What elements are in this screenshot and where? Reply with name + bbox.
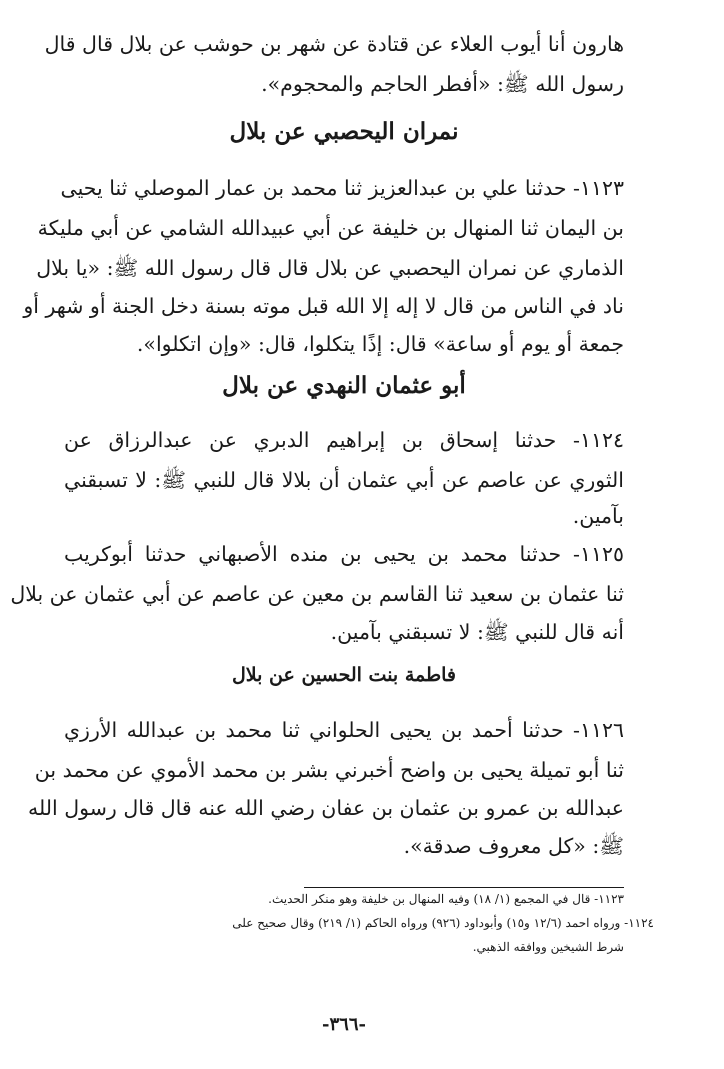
hadith-1126-line-2: ثنا أبو تميلة يحيى بن واضح أخبرني بشر بن محمد الأموي عن محمد بن: [34, 758, 624, 782]
hadith-1125-line-3: أنه قال للنبي ﷺ: لا تسبقني بآمين.: [330, 620, 624, 644]
footnote-separator: [304, 887, 624, 888]
hadith-1123-line-5: جمعة أو يوم أو ساعة» قال: إذًا يتكلوا، قال: «وإن اتكلوا».: [136, 332, 624, 356]
hadith-1125-line-2: ثنا عثمان بن سعيد ثنا القاسم بن معين عن عاصم عن أبي عثمان عن بلال: [10, 582, 624, 606]
hadith-1123-line-1: ١١٢٣- حدثنا علي بن عبدالعزيز ثنا محمد بن عمار الموصلي ثنا يحيى: [60, 176, 624, 200]
footnote-1124-line-1: ١١٢٤- ورواه احمد (١٢/٦ و١٥) وأبوداود (٩٢٦) ورواه الحاكم (١/ ٢١٩) وقال صحيح على: [232, 916, 654, 930]
section-heading-nimran: نمران اليحصبي عن بلال: [229, 118, 459, 145]
section-heading-fatima: فاطمة بنت الحسين عن بلال: [231, 664, 456, 686]
text-block: [10, 0, 654, 1069]
hadith-1123-line-4: ناد في الناس من قال لا إله إلا الله قبل موته بسنة دخل الجنة أو شهر أو: [23, 294, 624, 318]
hadith-1124-line-1: ١١٢٤- حدثنا إسحاق بن إبراهيم الدبري عن عبدالرزاق عن: [64, 428, 624, 452]
hadith-1126-line-3: عبدالله بن عمرو بن عثمان بن عفان رضي الله عنه قال قال رسول الله: [28, 796, 624, 820]
hadith-1123-line-2: بن اليمان ثنا المنهال بن خليفة عن أبي عبيدالله الشامي عن أبي مليكة: [37, 216, 624, 240]
hadith-1124-line-2: الثوري عن عاصم عن أبي عثمان أن بلالا قال للنبي ﷺ: لا تسبقني: [64, 468, 624, 492]
hadith-1126-line-4: ﷺ: «كل معروف صدقة».: [403, 834, 624, 858]
footnote-1123: ١١٢٣- قال في المجمع (١/ ١٨) وفيه المنهال بن خليفة وهو منكر الحديث.: [268, 892, 624, 906]
footnote-1124-line-2: شرط الشيخين ووافقه الذهبي.: [472, 940, 624, 954]
intro-line-1: هارون أنا أيوب العلاء عن قتادة عن شهر بن حوشب عن بلال قال قال: [44, 32, 624, 56]
hadith-1125-line-1: ١١٢٥- حدثنا محمد بن يحيى بن منده الأصبهاني حدثنا أبوكريب: [64, 542, 624, 566]
hadith-1126-line-1: ١١٢٦- حدثنا أحمد بن يحيى الحلواني ثنا محمد بن عبدالله الأرزي: [64, 718, 624, 742]
section-heading-abu-uthman: أبو عثمان النهدي عن بلال: [222, 372, 466, 399]
page-number: -٣٦٦-: [322, 1014, 366, 1035]
hadith-1123-line-3: الذماري عن نمران اليحصبي عن بلال قال قال رسول الله ﷺ: «يا بلال: [36, 256, 624, 280]
intro-line-2: رسول الله ﷺ: «أفطر الحاجم والمحجوم».: [261, 72, 624, 96]
hadith-1124-line-3: بآمين.: [572, 504, 624, 528]
